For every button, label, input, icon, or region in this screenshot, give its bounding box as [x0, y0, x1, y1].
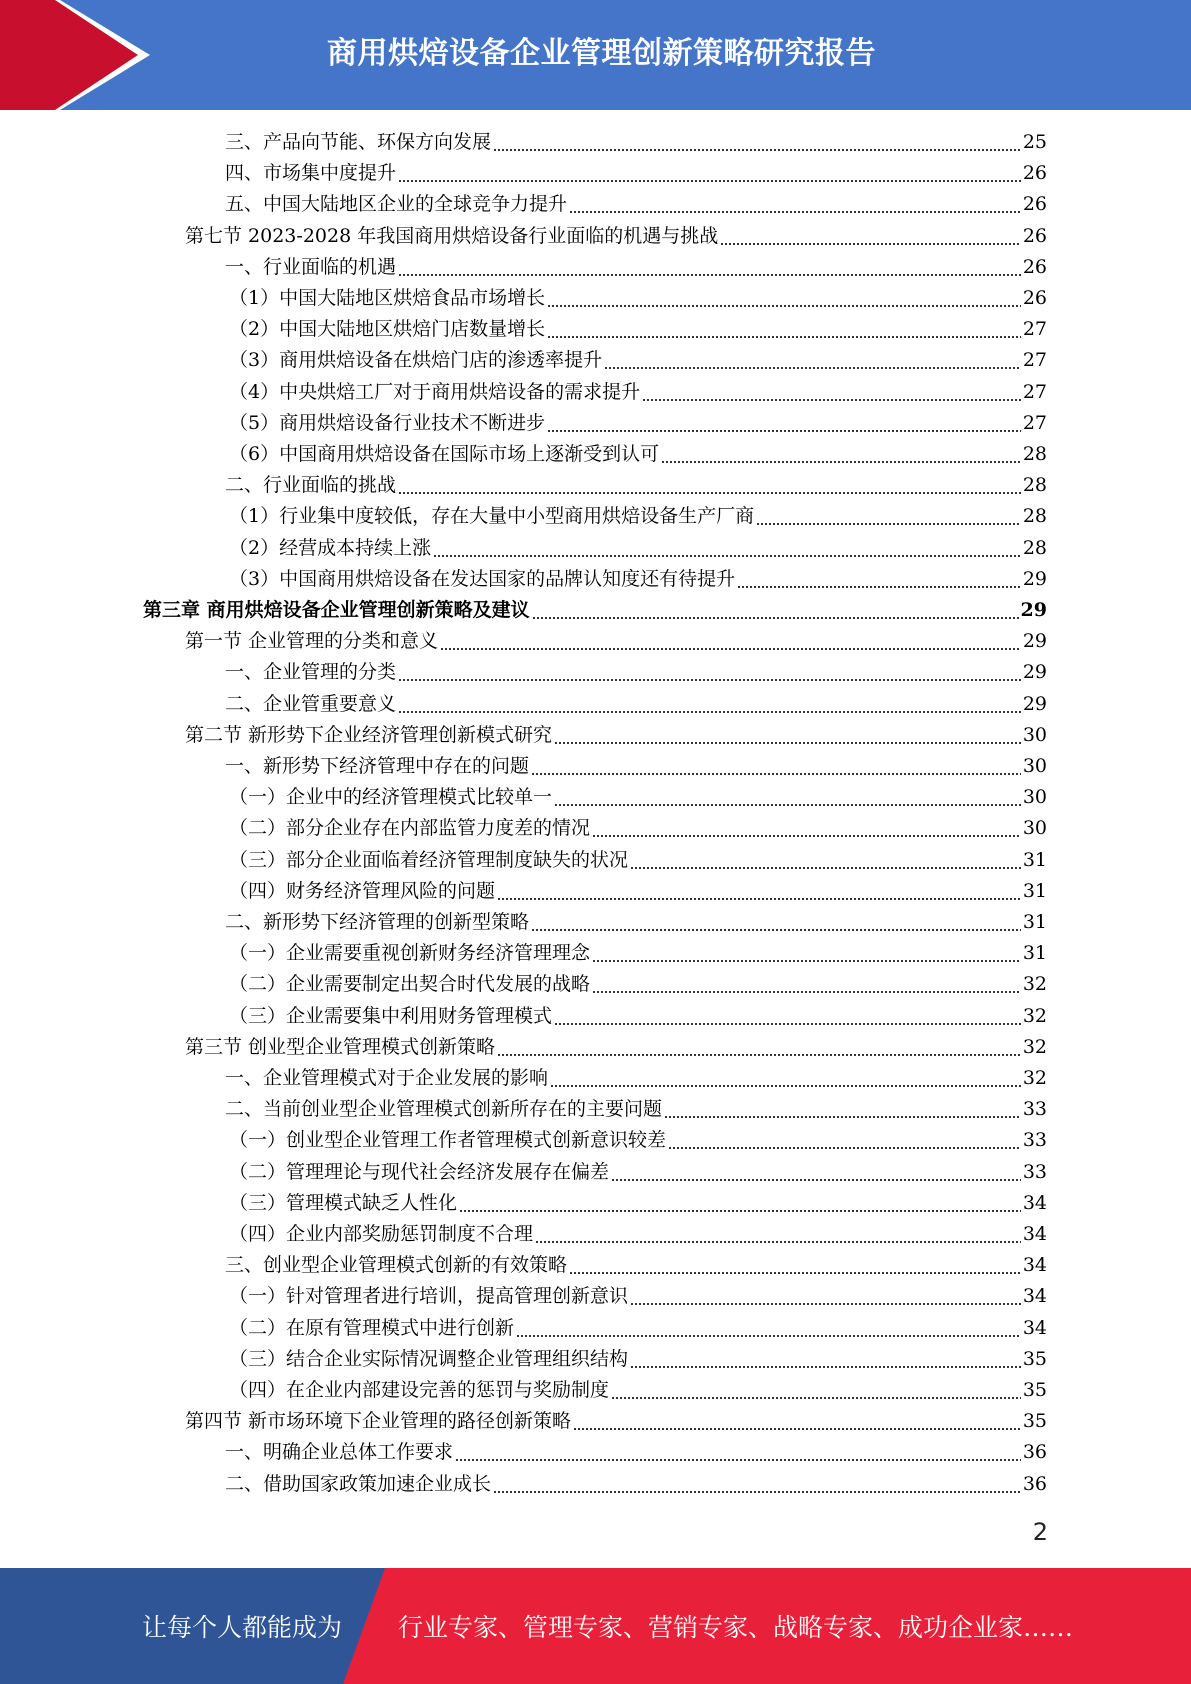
toc-entry-label: （二）在原有管理模式中进行创新: [229, 1316, 515, 1339]
toc-entry[interactable]: [229, 377, 1047, 408]
toc-entry[interactable]: [225, 127, 1047, 158]
toc-entry-label: （5）商用烘焙设备行业技术不断进步: [229, 411, 546, 434]
toc-entry-page: 26: [1022, 287, 1047, 309]
toc-entry-label: （二）企业需要制定出契合时代发展的战略: [229, 973, 591, 996]
toc-entry[interactable]: [229, 845, 1047, 876]
toc-leader-dots: [630, 845, 1021, 876]
toc-leader-dots: [756, 501, 1021, 532]
toc-entry-page: 34: [1022, 1223, 1047, 1245]
toc-leader-dots: [398, 689, 1021, 720]
toc-entry[interactable]: [229, 1375, 1047, 1406]
toc-entry[interactable]: [229, 1001, 1047, 1032]
toc-entry-page: 26: [1022, 193, 1047, 216]
toc-entry-label: 五、中国大陆地区企业的全球竞争力提升: [225, 193, 568, 216]
toc-entry[interactable]: [229, 1157, 1047, 1188]
toc-entry[interactable]: [185, 720, 1047, 751]
toc-entry-page: 27: [1022, 318, 1047, 341]
toc-entry[interactable]: [225, 252, 1047, 283]
page-footer: [0, 1568, 1191, 1684]
toc-entry-page: 30: [1022, 723, 1047, 746]
toc-entry-page: 27: [1022, 380, 1047, 403]
toc-entry[interactable]: [229, 345, 1047, 376]
toc-entry-page: 34: [1022, 1316, 1047, 1339]
toc-entry[interactable]: [225, 1250, 1047, 1281]
toc-leader-dots: [547, 314, 1021, 345]
toc-entry[interactable]: [225, 158, 1047, 189]
toc-entry-page: 29: [1022, 630, 1047, 653]
toc-leader-dots: [573, 1406, 1021, 1437]
toc-entry-page: 34: [1022, 1191, 1047, 1214]
toc-entry-page: 28: [1022, 536, 1047, 559]
toc-leader-dots: [531, 751, 1021, 782]
toc-entry[interactable]: [229, 813, 1047, 844]
toc-leader-dots: [569, 1250, 1021, 1281]
toc-entry[interactable]: [229, 782, 1047, 813]
toc-entry[interactable]: [185, 1406, 1047, 1437]
toc-entry-label: （2）中国大陆地区烘焙门店数量增长: [229, 318, 546, 341]
toc-entry-label: 第三章 商用烘焙设备企业管理创新策略及建议: [143, 599, 530, 621]
toc-entry-page: 27: [1022, 349, 1047, 372]
toc-entry-page: 32: [1022, 1004, 1047, 1027]
toc-leader-dots: [398, 470, 1021, 501]
toc-leader-dots: [531, 907, 1021, 938]
toc-entry-label: （四）在企业内部建设完善的惩罚与奖励制度: [229, 1379, 610, 1401]
toc-entry[interactable]: [225, 689, 1047, 720]
toc-entry-label: （三）管理模式缺乏人性化: [229, 1191, 458, 1214]
toc-entry-page: 27: [1022, 411, 1047, 434]
toc-entry-label: （四）财务经济管理风险的问题: [229, 879, 496, 902]
toc-entry-page: 31: [1022, 848, 1047, 871]
toc-entry-page: 32: [1022, 1067, 1047, 1089]
toc-entry-label: （3）商用烘焙设备在烘焙门店的渗透率提升: [229, 349, 603, 372]
toc-entry-page: 28: [1022, 505, 1047, 528]
toc-entry[interactable]: [185, 221, 1047, 252]
toc-entry[interactable]: [225, 1063, 1047, 1094]
toc-entry-page: 30: [1022, 786, 1047, 809]
toc-leader-dots: [668, 1125, 1021, 1156]
toc-entry-page: 33: [1022, 1098, 1047, 1121]
toc-leader-dots: [554, 720, 1021, 751]
toc-entry-label: （二）部分企业存在内部监管力度差的情况: [229, 817, 591, 840]
toc-entry-page: 30: [1022, 755, 1047, 777]
toc-entry[interactable]: [229, 501, 1047, 532]
toc-entry-page: 25: [1022, 131, 1047, 153]
toc-entry[interactable]: [229, 938, 1047, 969]
toc-entry-page: 32: [1022, 1035, 1047, 1058]
toc-leader-dots: [664, 1094, 1021, 1125]
toc-leader-dots: [398, 252, 1021, 283]
toc-leader-dots: [497, 1032, 1021, 1063]
toc-entry-label: 四、市场集中度提升: [225, 162, 397, 185]
toc-entry[interactable]: [229, 1125, 1047, 1156]
toc-entry-page: 28: [1022, 443, 1047, 465]
toc-entry-page: 29: [1020, 599, 1047, 621]
page-number: 2: [1032, 1518, 1048, 1546]
toc-leader-dots: [630, 1344, 1021, 1375]
toc-entry-label: 一、明确企业总体工作要求: [225, 1441, 454, 1464]
footer-slogan-right: 行业专家、管理专家、营销专家、战略专家、成功企业家……: [398, 1613, 1074, 1642]
toc-entry-label: 二、行业面临的挑战: [225, 474, 397, 497]
toc-leader-dots: [611, 1375, 1021, 1406]
toc-entry[interactable]: [229, 283, 1047, 314]
toc-leader-dots: [398, 657, 1021, 688]
toc-entry-page: 29: [1022, 692, 1047, 715]
toc-leader-dots: [592, 813, 1021, 844]
toc-entry-page: 31: [1022, 879, 1047, 902]
toc-entry-page: 29: [1022, 661, 1047, 684]
toc-entry-label: （三）部分企业面临着经济管理制度缺失的状况: [229, 848, 629, 871]
toc-entry[interactable]: [229, 969, 1047, 1000]
toc-leader-dots: [554, 1001, 1021, 1032]
toc-entry-page: 35: [1022, 1410, 1047, 1433]
toc-entry-page: 36: [1022, 1472, 1047, 1495]
toc-leader-dots: [569, 189, 1021, 220]
toc-entry[interactable]: [225, 1469, 1047, 1500]
toc-entry-label: （2）经营成本持续上涨: [229, 536, 432, 559]
toc-entry-page: 35: [1022, 1379, 1047, 1401]
toc-entry[interactable]: [229, 1344, 1047, 1375]
toc-entry-label: （一）针对管理者进行培训，提高管理创新意识: [229, 1285, 629, 1308]
toc-entry-page: 33: [1022, 1129, 1047, 1152]
toc-entry-label: （三）结合企业实际情况调整企业管理组织结构: [229, 1347, 629, 1370]
toc-entry-label: 第三节 创业型企业管理模式创新策略: [185, 1035, 496, 1058]
toc-entry-label: 二、当前创业型企业管理模式创新所存在的主要问题: [225, 1098, 663, 1121]
toc-entry[interactable]: [229, 564, 1047, 595]
toc-leader-dots: [497, 876, 1021, 907]
toc-entry-page: 26: [1022, 255, 1047, 278]
toc-entry-label: 第一节 企业管理的分类和意义: [185, 630, 439, 653]
toc-entry[interactable]: [185, 626, 1047, 657]
toc-entry[interactable]: [229, 1188, 1047, 1219]
toc-entry[interactable]: [225, 1437, 1047, 1468]
toc-entry[interactable]: [229, 1219, 1047, 1250]
toc-entry-label: （一）企业中的经济管理模式比较单一: [229, 786, 553, 809]
toc-entry-label: 三、产品向节能、环保方向发展: [225, 131, 492, 153]
toc-entry-page: 33: [1022, 1160, 1047, 1183]
toc-leader-dots: [459, 1188, 1021, 1219]
toc-entry-label: 第四节 新市场环境下企业管理的路径创新策略: [185, 1410, 572, 1433]
toc-entry[interactable]: [229, 408, 1047, 439]
toc-leader-dots: [493, 127, 1021, 158]
toc-entry[interactable]: [225, 657, 1047, 688]
toc-entry[interactable]: [229, 876, 1047, 907]
toc-leader-dots: [630, 1281, 1021, 1312]
toc-entry[interactable]: [229, 1281, 1047, 1312]
toc-entry-label: （1）中国大陆地区烘焙食品市场增长: [229, 287, 546, 309]
toc-leader-dots: [433, 533, 1021, 564]
toc-entry-label: （三）企业需要集中利用财务管理模式: [229, 1004, 553, 1027]
toc-entry-label: 二、新形势下经济管理的创新型策略: [225, 911, 530, 933]
toc-entry-label: （一）企业需要重视创新财务经济管理理念: [229, 942, 591, 965]
page-header: [0, 0, 1191, 110]
toc-leader-dots: [642, 377, 1021, 408]
toc-entry-page: 29: [1022, 567, 1047, 590]
toc-entry[interactable]: [225, 189, 1047, 220]
toc-entry-page: 26: [1022, 224, 1047, 247]
toc-entry[interactable]: [229, 314, 1047, 345]
toc-entry[interactable]: [229, 439, 1047, 470]
toc-leader-dots: [398, 158, 1021, 189]
toc-entry-page: 34: [1022, 1254, 1047, 1277]
toc-leader-dots: [592, 938, 1021, 969]
toc-entry[interactable]: [229, 533, 1047, 564]
toc-leader-dots: [535, 1219, 1021, 1250]
toc-entry-label: 一、行业面临的机遇: [225, 255, 397, 278]
toc-entry-page: 28: [1022, 474, 1047, 497]
toc-entry-page: 35: [1022, 1347, 1047, 1370]
toc-leader-dots: [611, 1157, 1021, 1188]
toc-entry-label: 一、新形势下经济管理中存在的问题: [225, 755, 530, 777]
toc-leader-dots: [440, 626, 1021, 657]
toc-entry-page: 31: [1022, 942, 1047, 965]
toc-entry[interactable]: [229, 1313, 1047, 1344]
toc-entry-label: 二、借助国家政策加速企业成长: [225, 1472, 492, 1495]
toc-leader-dots: [493, 1469, 1021, 1500]
toc-entry-page: 26: [1022, 162, 1047, 185]
toc-entry-page: 36: [1022, 1441, 1047, 1464]
toc-leader-dots: [661, 439, 1021, 470]
toc-entry-page: 30: [1022, 817, 1047, 840]
toc-leader-dots: [604, 345, 1021, 376]
toc-entry-label: （4）中央烘焙工厂对于商用烘焙设备的需求提升: [229, 380, 641, 403]
toc-leader-dots: [550, 1063, 1021, 1094]
toc-leader-dots: [455, 1437, 1021, 1468]
toc-leader-dots: [547, 283, 1021, 314]
toc-entry[interactable]: [143, 595, 1047, 626]
toc-entry[interactable]: [225, 1094, 1047, 1125]
toc-entry-label: （3）中国商用烘焙设备在发达国家的品牌认知度还有待提升: [229, 567, 736, 590]
toc-entry-label: 一、企业管理的分类: [225, 661, 397, 684]
toc-entry-label: 三、创业型企业管理模式创新的有效策略: [225, 1254, 568, 1277]
toc-entry[interactable]: [225, 751, 1047, 782]
toc-leader-dots: [532, 595, 1019, 626]
toc-entry[interactable]: [225, 470, 1047, 501]
toc-entry-label: （6）中国商用烘焙设备在国际市场上逐渐受到认可: [229, 443, 660, 465]
toc-leader-dots: [737, 564, 1021, 595]
footer-slogan-left: 让每个人都能成为: [142, 1613, 343, 1642]
toc-entry-label: 第七节 2023-2028 年我国商用烘焙设备行业面临的机遇与挑战: [185, 224, 719, 247]
toc-entry[interactable]: [185, 1032, 1047, 1063]
toc-leader-dots: [554, 782, 1021, 813]
toc-entry-label: （一）创业型企业管理工作者管理模式创新意识较差: [229, 1129, 667, 1152]
toc-leader-dots: [592, 969, 1021, 1000]
red-chevron-icon: [0, 0, 170, 110]
toc-entry-label: 第二节 新形势下企业经济管理创新模式研究: [185, 723, 553, 746]
toc-leader-dots: [547, 408, 1021, 439]
report-title: 商用烘焙设备企业管理创新策略研究报告: [327, 36, 876, 71]
toc-entry-label: 一、企业管理模式对于企业发展的影响: [225, 1067, 549, 1089]
toc-entry[interactable]: [225, 907, 1047, 938]
toc-entry-page: 34: [1022, 1285, 1047, 1308]
toc-entry-label: 二、企业管重要意义: [225, 692, 397, 715]
toc-entry-page: 32: [1022, 973, 1047, 996]
toc-entry-label: （四）企业内部奖励惩罚制度不合理: [229, 1223, 534, 1245]
toc-leader-dots: [720, 221, 1021, 252]
toc-entry-label: （1）行业集中度较低，存在大量中小型商用烘焙设备生产厂商: [229, 505, 755, 528]
toc-leader-dots: [516, 1313, 1021, 1344]
toc-entry-page: 31: [1022, 911, 1047, 933]
toc-entry-label: （二）管理理论与现代社会经济发展存在偏差: [229, 1160, 610, 1183]
